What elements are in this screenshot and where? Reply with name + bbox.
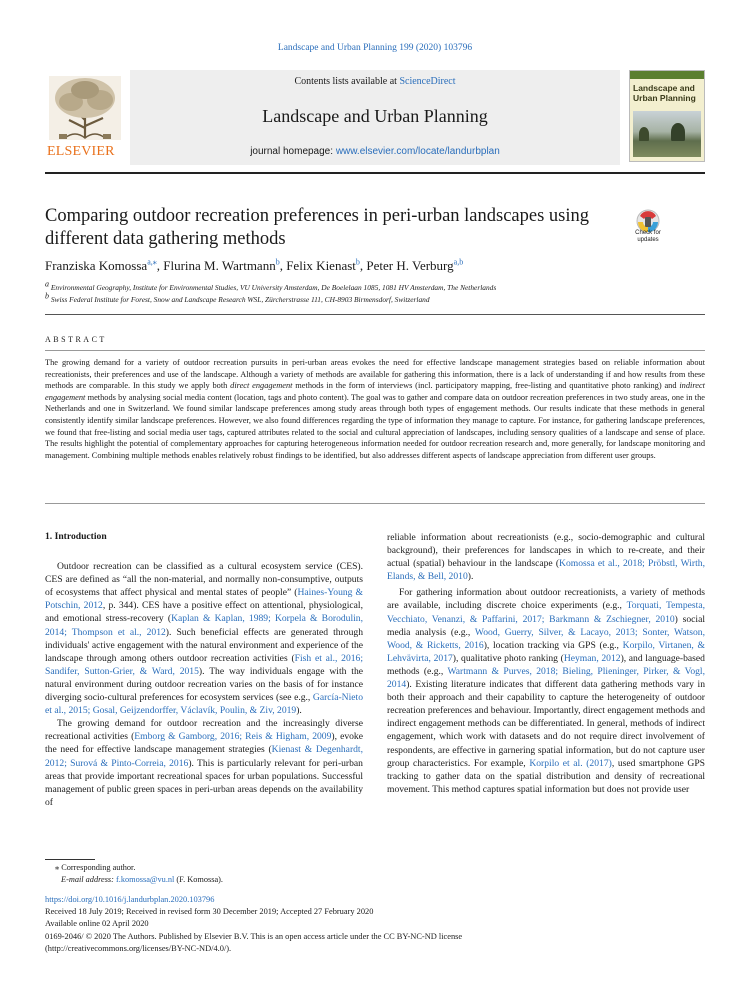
abstract-emphasis: indirect engagement [45, 381, 705, 402]
citation-link[interactable]: Wood, Guerry, Silver, & Lacayo, 2013; Sonter, Watson, Wood, & Ricketts, 2016 [387, 626, 705, 651]
abstract-heading: ABSTRACT [45, 335, 107, 344]
crossmark-label[interactable]: Check for updates [635, 230, 661, 243]
author-affiliation-mark[interactable]: b [275, 257, 280, 267]
author-affiliation-mark[interactable]: a,b [453, 257, 464, 267]
paragraph: For gathering information about outdoor recreationists, a variety of methods are available, including discrete choice experiments (e.g., Torquati, Tempesta, Vecchiato, Venanzi, & Paffarini, 2017; Barkmann & Zschiegner, 2010) social media analysis (e.g., Wood, Guerry, Silver, & Lacayo, 2013; Sonter, Watson, Wood, & Ricketts, 2016), location tracking via GPS (e.g., Korpilo, Virtanen, & Lehvävirta, 2017), qualitative photo ranking (Heyman, 2012), and language-based methods (e.g., Wartmann & Purves, 2018; Bieling, Plieninger, Pirker, & Vogl, 2014). Existing literature indicates that different data gathering methods vary in both their approach and their capability to capture the heterogeneity of outdoor recreation preferences and behaviour. Importantly, direct engagement methods and indirect engagement methods can be differentiated. In general, methods of indirect engagement, which work with datasets and do not require direct involvement of respondents, are effective in garnering spatial information, but do not capture user group characteristics. For example, Korpilo et al. (2017), used smartphone GPS tracking to gather data on the spatial distribution and density of recreational movement. This method captures spatial information but does not provide user [387, 587, 705, 795]
contents-line [130, 76, 620, 87]
corresponding-author-note: ⁎ Corresponding author. [55, 863, 136, 872]
paragraph: The growing demand for outdoor recreation and the increasingly diverse recreational activities (Emborg & Gamborg, 2016; Reis & Higham, 2009), evoke the need for effective landscape management strategies (Kienast & Degenhardt, 2012; Surová & Pinto-Correia, 2016). This is particularly relevant for peri-urban areas that provide important recreational spaces for urban populations. Successful management of public green spaces in peri-urban areas depends on the availability of [45, 718, 363, 808]
email-suffix: (F. Komossa). [174, 875, 223, 884]
author-name[interactable]: Felix Kienast [286, 258, 356, 273]
email-label: E-mail address: [61, 875, 116, 884]
sciencedirect-link[interactable]: ScienceDirect [399, 76, 456, 87]
abstract-segment: methods in the form of interviews (incl. participatory mapping, free-listing and quantitative photo ranking) and [292, 381, 680, 391]
citation-link[interactable]: García-Nieto et al., 2015; Gosal, Geijzendorffer, Václavík, Poulin, & Ziv, 2019 [45, 692, 363, 717]
homepage-line [130, 146, 620, 157]
affiliations [45, 279, 705, 306]
footnotes [45, 862, 365, 886]
license-line: 0169-2046/ © 2020 The Authors. Published by Elsevier B.V. This is an open access article under the CC BY-NC-ND license [45, 931, 463, 941]
homepage-link[interactable]: www.elsevier.com/locate/landurbplan [335, 146, 500, 157]
citation-link[interactable]: Wartmann & Purves, 2018; Bieling, Plieninger, Pirker, & Vogl, 2014 [387, 665, 705, 691]
publication-info [45, 894, 645, 955]
citation-link[interactable]: Kienast & Degenhardt, 2012; Surová & Pinto-Correia, 2016 [45, 744, 363, 769]
citation-link[interactable]: Korpilo et al. (2017) [529, 757, 612, 769]
affiliation-a [45, 279, 705, 294]
affiliation-b [45, 291, 705, 306]
abstract-emphasis: direct engagement [230, 381, 293, 391]
citation-link[interactable]: Emborg & Gamborg, 2016; Reis & Higham, 2009 [134, 731, 332, 743]
section-heading: 1. Introduction [45, 531, 107, 542]
affiliation-text: Swiss Federal Institute for Forest, Snow and Landscape Research WSL, Zürcherstrasse 111, CH-8903 Birmensdorf, Switzerland [50, 295, 430, 304]
masthead [45, 70, 705, 165]
affiliation-text: Environmental Geography, Institute for Environmental Studies, VU University Amsterdam, De Boelelaan 1085, 1081 HV Amsterdam, The Netherlands [50, 283, 497, 292]
journal-header-box [130, 70, 620, 165]
author-affiliation-mark[interactable]: a,⁎ [147, 257, 157, 267]
article-title: Comparing outdoor recreation preferences in peri-urban landscapes using different data gathering methods [45, 206, 590, 249]
body-column-left [45, 530, 363, 809]
doi-link[interactable]: https://doi.org/10.1016/j.landurbplan.2020.103796 [45, 895, 215, 904]
journal-cover-thumbnail[interactable] [629, 70, 705, 162]
divider [45, 350, 705, 351]
citation-link[interactable]: Haines-Young & Potschin, 2012 [45, 587, 363, 612]
email-link[interactable]: f.komossa@vu.nl [116, 875, 175, 884]
citation-link[interactable]: Korpilo, Virtanen, & Lehvävirta, 2017 [387, 639, 705, 664]
abstract-segment: The growing demand for a variety of outdoor recreation pursuits in peri-urban areas evokes the need for effective landscape management strategies based on reliable information about recreationists, their preferences and use of the landscape. Although a variety of methods are available for gathering this information, there is a lack of understanding if and how results from these methods are comparable. In this study we apply both [45, 358, 705, 391]
divider [45, 314, 705, 315]
cover-title: Landscape and Urban Planning [633, 83, 696, 103]
header-rule [45, 172, 705, 174]
paragraph: reliable information about recreationists (e.g., socio-demographic and cultural background), their preferences for landscapes in which to re-create, and their actual (spatial) behaviour in the landscape (Komossa et al., 2018; Pröbstl, Wirth, Elands, & Bell, 2010). [387, 532, 705, 583]
citation-link[interactable]: Fish et al., 2016; Sandifer, Sutton-Grier, & Ward, 2015 [45, 652, 364, 677]
publisher-name: ELSEVIER [47, 144, 115, 159]
author-name[interactable]: Franziska Komossa [45, 258, 148, 273]
available-online: Available online 02 April 2020 [45, 919, 149, 929]
abstract-segment: methods by analysing social media content (location, tags and photo content). The goal was to gather and compare data on outdoor recreation preferences in two study areas, one in the Netherlands and one in Switzerland. We found similar landscape preferences among study areas through both types of engagement methods. Our results indicate that these methods in general consistently identify similar landscape preferences. However, we also found differences regarding the type of information they manage to capture. For instance, for gathering landscape preferences, we found that free-listing and social media user tags, captured attributes related to the social and cultural appreciation of landscapes, including sensory qualities of a landscape and sense of place. The results highlight the potential of complementary approaches for capturing heterogeneous information needed for outdoor recreation research and, more generally, for landscape monitoring and management. Combining multiple methods enables relatively robust findings to be identified, but also addresses different aspects of landscape appreciation from different user groups. [45, 392, 705, 460]
divider [45, 503, 705, 504]
received-dates: Received 18 July 2019; Received in revised form 30 December 2019; Accepted 27 February 2020 [45, 907, 374, 917]
email-note [45, 874, 365, 886]
cover-photo [633, 111, 701, 157]
body-column-right [387, 531, 705, 796]
cover-strip [630, 71, 705, 79]
citation-link[interactable]: Heyman, 2012 [563, 652, 621, 664]
abstract-text [45, 357, 705, 461]
author-name[interactable]: Flurina M. Wartmann [163, 258, 276, 273]
citation-link[interactable]: Torquati, Tempesta, Vecchiato, Venanzi, & Paffarini, 2017; Barkmann & Zschiegner, 2010 [387, 600, 705, 625]
affiliation-mark: b [45, 291, 49, 301]
author-list: Franziska Komossa$^{a,⁎}$, Flurina M. Wartmann$^b$, Felix Kienast$^b$, Peter H. Verburg$^{a,b}$ [45, 257, 464, 273]
homepage-prefix: journal homepage: [250, 146, 336, 157]
footnote-rule [45, 859, 95, 860]
author-affiliation-mark[interactable]: b [355, 257, 360, 267]
journal-citation[interactable]: Landscape and Urban Planning 199 (2020) 103796 [277, 43, 473, 53]
author-name[interactable]: Peter H. Verburg [366, 258, 454, 273]
journal-title: Landscape and Urban Planning [262, 106, 488, 126]
affiliation-mark: a [45, 279, 49, 289]
citation-link[interactable]: Kaplan & Kaplan, 1989; Korpela & Borodulin, 2014; Thompson et al., 2012 [45, 613, 363, 638]
citation-link[interactable]: Komossa et al., 2018; Pröbstl, Wirth, Elands, & Bell, 2010 [387, 558, 705, 583]
contents-prefix: Contents lists available at [294, 76, 400, 87]
license-url[interactable]: (http://creativecommons.org/licenses/BY-NC-ND/4.0/). [45, 943, 232, 953]
paragraph: Outdoor recreation can be classified as a cultural ecosystem service (CES). CES are defined as “all the non-material, and normally non-consumptive, outputs of ecosystems that affect physical and mental states of people” (Haines-Young & Potschin, 2012, p. 344). CES have a positive effect on attentional, physiological, and emotional stress-recovery (Kaplan & Kaplan, 1989; Korpela & Borodulin, 2014; Thompson et al., 2012). Such beneficial effects are generated through individuals' active engagement with the natural environment and experience of the landscape through among others outdoor recreation activities (Fish et al., 2016; Sandifer, Sutton-Grier, & Ward, 2015). The way individuals engage with the natural environment during outdoor recreation varies on the basis of for instance diverging socio-cultural preferences for ecosystem services (see e.g., García-Nieto et al., 2015; Gosal, Geijzendorffer, Václavík, Poulin, & Ziv, 2019). [45, 561, 364, 717]
